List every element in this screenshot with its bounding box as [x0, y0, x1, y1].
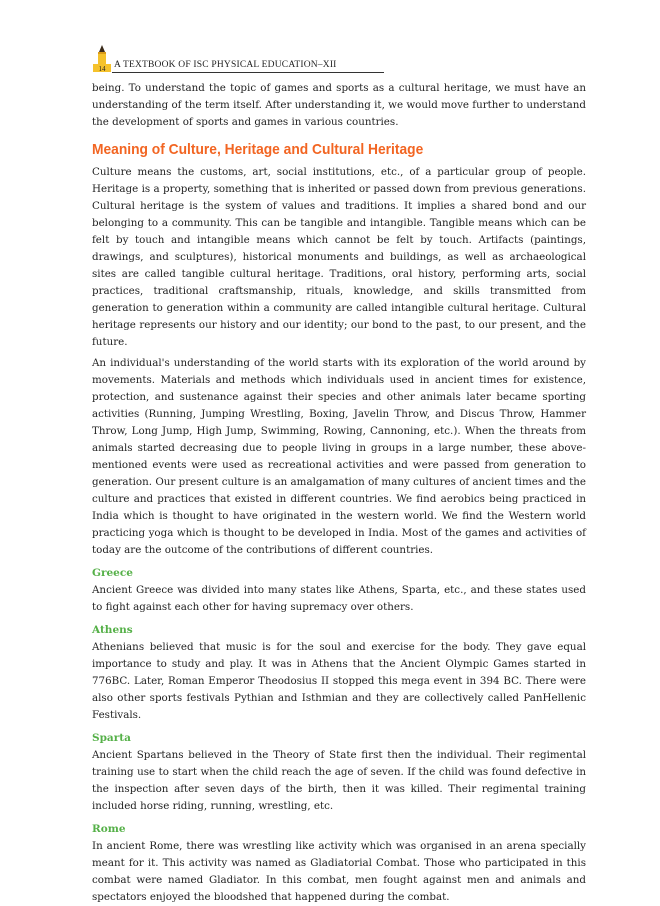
section-paragraph-culture: Culture means the customs, art, social institutions, etc., of a particular group of people. Heritage is a property, something that is inherited or passed down from previous generations. Cultural heritage is the system of values and traditions. It implies a shared bond and our belonging to a community. This can be tangible and intangible. Tangible means which can be felt by touch and intangible means which cannot be felt by touch. Artifacts (paintings, drawings, and sculptures), historical monuments and buildings, as well as archaeological sites are called tangible cultural heritage. Traditions, oral history, performing arts, social practices, traditional craftsmanship, rituals, knowledge, and skills transmitted from generation to generation within a community are called intangible cultural heritage. Cultural heritage represents our history and our identity; our bond to the past, to our present, and the future. — [92, 166, 586, 348]
running-header-title: A TEXTBOOK OF ISC PHYSICAL EDUCATION–XII — [114, 60, 337, 70]
subheading-athens: Athens — [92, 624, 133, 636]
pencil-icon — [92, 44, 112, 72]
section-paragraph-movements: An individual's understanding of the world starts with its exploration of the world around by movements. Materials and methods which individuals used in ancient times for existence, protection, and sustenance against their species and other animals later became sporting activities (Running, Jumping Wrestling, Boxing, Javelin Throw, and Discus Throw, Hammer Throw, Long Jump, High Jump, Swimming, Rowing, Cannoning, etc.). When the threats from animals started decreasing due to people living in groups in a large number, these above-mentioned events were used as recreational activities and were passed from generation to generation. Our present culture is an amalgamation of many cultures of ancient times and the culture and practices that existed in different countries. We find aerobics being practiced in India which is thought to have originated in the western world. We find the Western world practicing yoga which is thought to be developed in India. Most of the games and activities of today are the outcome of the contributions of different countries. — [92, 357, 586, 556]
intro-paragraph: being. To understand the topic of games and sports as a cultural heritage, we must have an understanding of the term itself. After understanding it, we would move further to understand the development of sports and games in various countries. — [92, 82, 586, 128]
section-heading: Meaning of Culture, Heritage and Cultural Heritage — [92, 141, 424, 158]
page-header — [92, 44, 384, 72]
paragraph-greece: Ancient Greece was divided into many states like Athens, Sparta, etc., and these states used to fight against each other for having supremacy over others. — [92, 584, 586, 613]
page-number: 14 — [98, 65, 106, 72]
page-body — [92, 80, 586, 906]
subheading-sparta: Sparta — [92, 732, 131, 744]
subheading-rome: Rome — [92, 823, 126, 835]
paragraph-rome: In ancient Rome, there was wrestling like activity which was organised in an arena specially meant for it. This activity was named as Gladiatorial Combat. Those who participated in this combat were named Gladiator. In this combat, men fought against men and animals and spectators enjoyed the bloodshed that happened during the combat. — [92, 840, 586, 903]
paragraph-sparta: Ancient Spartans believed in the Theory of State first then the individual. Their regimental training use to start when the child reach the age of seven. If the child was found defective in the inspection after seven days of the birth, then it was killed. Their regimental training included horse riding, running, wrestling, etc. — [92, 749, 586, 812]
subheading-greece: Greece — [92, 567, 133, 579]
paragraph-athens: Athenians believed that music is for the soul and exercise for the body. They gave equal importance to study and play. It was in Athens that the Ancient Olympic Games started in 776BC. Later, Roman Emperor Theodosius II stopped this mega event in 394 BC. There were also other sports festivals Pythian and Isthmian and they are collectively called PanHellenic Festivals. — [92, 641, 586, 721]
header-divider — [112, 72, 384, 73]
